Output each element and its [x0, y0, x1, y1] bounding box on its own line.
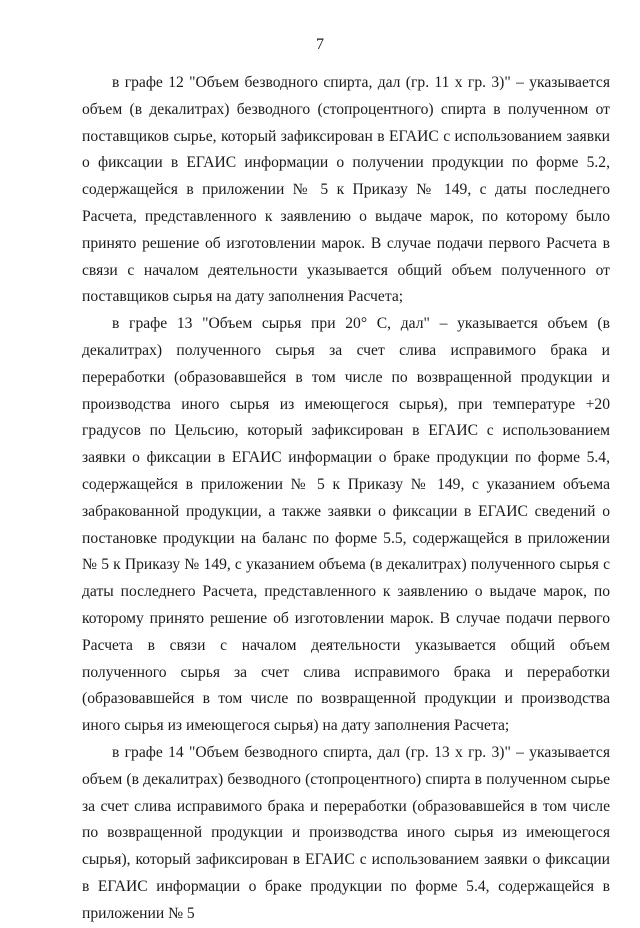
paragraph-column-12: в графе 12 "Объем безводного спирта, дал (гр. 11 х гр. 3)" – указывается объем (в декалитрах) безводного (стопроцентного) спирта в полученном от поставщиков сырье, который зафиксирован в ЕГАИС с использованием заявки о фиксации в ЕГАИС информации о получении продукции по форме 5.2, содержащейся в приложении № 5 к Приказу № 149, с даты последнего Расчета, представленного к заявлению о выдаче марок, по которому было принято решение об изготовлении марок. В случае подачи первого Расчета в связи с началом деятельности указывается общий объем полученного от поставщиков сырья на дату заполнения Расчета; [82, 74, 610, 306]
paragraph-column-13: в графе 13 "Объем сырья при 20° С, дал" – указывается объем (в декалитрах) полученного сырья за счет слива исправимого брака и переработки (образовавшейся в том числе по возвращенной продукции и производства иного сырья из имеющегося сырья), при температуре +20 градусов по Цельсию, который зафиксирован в ЕГАИС с использованием заявки о фиксации в ЕГАИС информации о браке продукции по форме 5.4, содержащейся в приложении № 5 к Приказу № 149, с указанием объема забракованной продукции, а также заявки о фиксации в ЕГАИС сведений о постановке продукции на баланс по форме 5.5, содержащейся в приложении № 5 к Приказу № 149, с указанием объема (в декалитрах) полученного сырья с даты последнего Расчета, представленного к заявлению о выдаче марок, по которому принято решение об изготовлении марок. В случае подачи первого Расчета в связи с началом деятельности указывается общий объем полученного сырья за счет слива исправимого брака и переработки (образовавшейся в том числе по возвращенной продукции и производства иного сырья из имеющегося сырья) на дату заполнения Расчета; [82, 315, 610, 735]
document-body [82, 70, 610, 928]
page-number: 7 [316, 36, 324, 53]
paragraph-column-14: в графе 14 "Объем безводного спирта, дал (гр. 13 х гр. 3)" – указывается объем (в декалитрах) безводного (стопроцентного) спирта в полученном сырье за счет слива исправимого брака и переработки (образовавшейся в том числе по возвращенной продукции и производства иного сырья из имеющегося сырья), который зафиксирован в ЕГАИС с использованием заявки о фиксации в ЕГАИС информации о браке продукции по форме 5.4, содержащейся в приложении № 5 [82, 743, 610, 922]
